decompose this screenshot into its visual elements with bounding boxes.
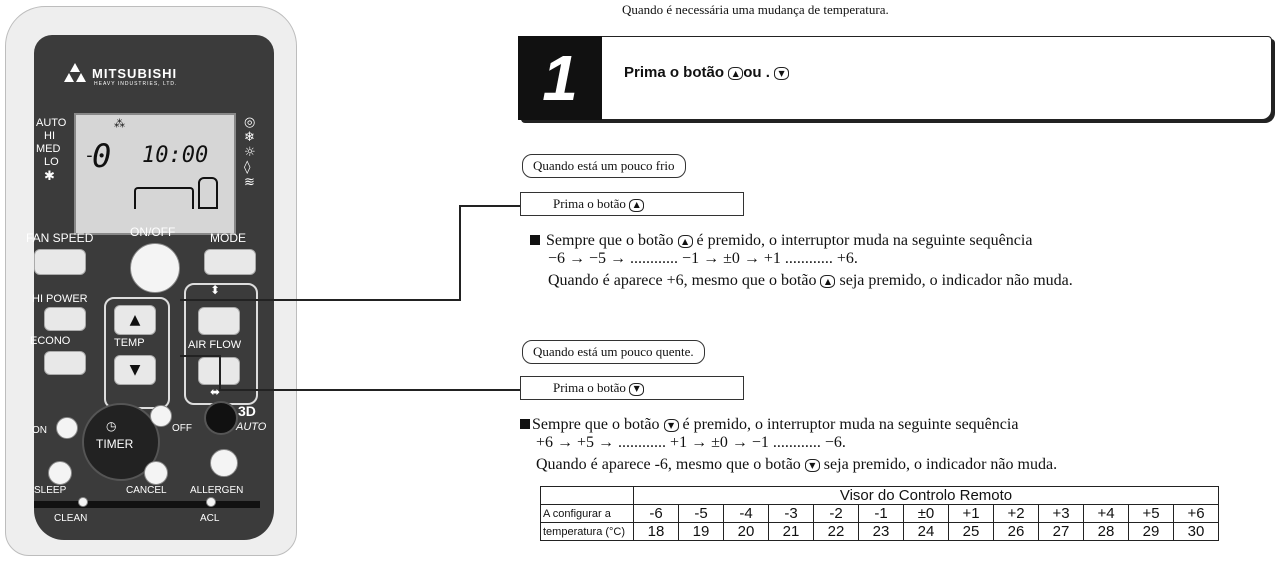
offset-cell: -2 xyxy=(814,505,859,523)
offset-cell: +4 xyxy=(1084,505,1129,523)
offset-cell: -1 xyxy=(859,505,904,523)
temperature-cell: 27 xyxy=(1039,523,1084,541)
3d-label: 3D xyxy=(238,403,256,419)
table-header: Visor do Controlo Remoto xyxy=(634,487,1219,505)
table-row-temperatures xyxy=(541,523,1219,541)
hot-line-3a: Quando é aparece -6, mesmo que o botão xyxy=(536,456,801,473)
callout-line-up xyxy=(180,206,520,300)
fan-level-med: MED xyxy=(36,143,61,155)
fan-level-hi: HI xyxy=(44,130,55,142)
cold-line-3a: Quando é aparece +6, mesmo que o botão xyxy=(548,272,817,289)
cold-line-3 xyxy=(548,272,1073,289)
bullet-icon xyxy=(520,419,530,429)
temp-up-button[interactable]: ▲ xyxy=(114,305,156,335)
temperature-cell: 20 xyxy=(724,523,769,541)
hot-section-title: Quando está um pouco quente. xyxy=(522,340,705,364)
bullet-icon xyxy=(530,235,540,245)
step-instruction xyxy=(624,64,789,81)
timer-label: TIMER xyxy=(96,437,134,451)
hot-press-box xyxy=(520,376,744,400)
hot-line-1a: Sempre que o botão xyxy=(532,416,660,433)
hot-line-1 xyxy=(520,416,1018,433)
sleep-label: SLEEP xyxy=(34,485,67,496)
table-header-row xyxy=(541,487,1219,505)
offset-cell: ±0 xyxy=(904,505,949,523)
hot-line-3b: seja premido, o indicador não muda. xyxy=(823,456,1058,473)
vertical-swing-icon: ⬍ xyxy=(210,283,221,297)
cool-mode-icon: ❄ xyxy=(244,130,255,145)
offset-cell: -5 xyxy=(679,505,724,523)
temperature-table xyxy=(540,486,1219,541)
callout-line-down xyxy=(180,356,520,390)
temperature-cell: 22 xyxy=(814,523,859,541)
row-label-offset: A configurar a xyxy=(541,505,634,523)
hot-press-label: Prima o botão xyxy=(553,380,626,395)
hot-line-2: +6 → +5 → ............ +1 → ±0 → −1 ............ −6. xyxy=(536,434,846,451)
lcd-temperature: 0 xyxy=(92,137,112,175)
mode-label: MODE xyxy=(210,231,246,245)
cold-line-1 xyxy=(530,232,1032,249)
offset-cell: +2 xyxy=(994,505,1039,523)
offset-cell: -6 xyxy=(634,505,679,523)
step-text-a: Prima o botão xyxy=(624,64,725,81)
step-text-c: . xyxy=(765,64,770,81)
temperature-cell: 25 xyxy=(949,523,994,541)
clean-label: CLEAN xyxy=(54,513,88,524)
clock-icon: ◷ xyxy=(106,419,117,433)
air-flow-label: AIR FLOW xyxy=(188,339,242,351)
hot-line-3 xyxy=(536,456,1057,473)
offset-cell: +5 xyxy=(1129,505,1174,523)
temperature-cell: 24 xyxy=(904,523,949,541)
fan-icon: ✱ xyxy=(44,168,55,183)
table-row-offsets xyxy=(541,505,1219,523)
on-off-label: ON/OFF xyxy=(130,225,176,239)
cold-section-title: Quando está um pouco frio xyxy=(522,154,686,178)
page-header: Quando é necessária uma mudança de temperatura. xyxy=(622,2,889,17)
cold-press-box xyxy=(520,192,744,216)
econo-label: ECONO xyxy=(30,335,71,347)
down-button-icon: ▼ xyxy=(664,419,679,432)
temperature-cell: 30 xyxy=(1174,523,1219,541)
lcd-sign: - xyxy=(84,145,95,166)
cold-press-label: Prima o botão xyxy=(553,196,626,211)
offset-cell: -4 xyxy=(724,505,769,523)
table-corner-cell xyxy=(541,487,634,505)
timer-on-label: ON xyxy=(32,425,47,436)
temperature-cell: 23 xyxy=(859,523,904,541)
cold-line-2: −6 → −5 → ............ −1 → ±0 → +1 ............ +6. xyxy=(548,250,858,267)
down-button-icon: ▼ xyxy=(629,383,644,396)
brand-subtitle: HEAVY INDUSTRIES, LTD. xyxy=(94,81,178,87)
brand-name: MITSUBISHI xyxy=(92,65,178,81)
up-button-icon: ▲ xyxy=(678,235,693,248)
lcd-time: 10:00 xyxy=(142,143,209,168)
timer-off-label: OFF xyxy=(172,423,192,434)
temperature-cell: 29 xyxy=(1129,523,1174,541)
offset-cell: +1 xyxy=(949,505,994,523)
offset-cell: +6 xyxy=(1174,505,1219,523)
cold-line-1a: Sempre que o botão xyxy=(546,232,674,249)
temperature-cell: 18 xyxy=(634,523,679,541)
acl-label: ACL xyxy=(200,513,220,524)
down-button-icon: ▼ xyxy=(805,459,820,472)
step-number: 1 xyxy=(518,36,602,120)
auto-label: AUTO xyxy=(236,421,267,433)
dry-mode-icon: ◊ xyxy=(244,160,251,175)
up-button-icon: ▲ xyxy=(728,67,743,80)
fan-mode-icon: ≋ xyxy=(244,175,255,190)
temp-label: TEMP xyxy=(114,337,145,349)
down-button-icon: ▼ xyxy=(774,67,789,80)
temperature-cell: 28 xyxy=(1084,523,1129,541)
temperature-cell: 21 xyxy=(769,523,814,541)
step-text-b: ou xyxy=(743,64,762,81)
cold-line-3b: seja premido, o indicador não muda. xyxy=(839,272,1073,289)
hot-line-1b: é premido, o interruptor muda na seguinte sequência xyxy=(682,416,1019,433)
offset-cell: +3 xyxy=(1039,505,1084,523)
offset-cell: -3 xyxy=(769,505,814,523)
temperature-cell: 26 xyxy=(994,523,1039,541)
cold-line-1b: é premido, o interruptor muda na seguinte sequência xyxy=(696,232,1033,249)
horizontal-swing-icon: ⬌ xyxy=(210,385,221,399)
auto-mode-icon: ◎ xyxy=(244,115,256,130)
cancel-label: CANCEL xyxy=(126,485,167,496)
hi-power-label: HI POWER xyxy=(32,293,88,305)
temperature-cell: 19 xyxy=(679,523,724,541)
up-button-icon: ▲ xyxy=(820,275,835,288)
row-label-temperature: temperatura (°C) xyxy=(541,523,634,541)
heat-mode-icon: ☼ xyxy=(244,145,256,160)
fan-speed-label: FAN SPEED xyxy=(26,231,94,245)
allergen-label: ALLERGEN xyxy=(190,485,244,496)
temp-down-button[interactable]: ▼ xyxy=(114,355,156,385)
fan-level-lo: LO xyxy=(44,156,59,168)
clean-indicator-icon: ⁂ xyxy=(114,117,125,130)
up-button-icon: ▲ xyxy=(629,199,644,212)
fan-level-auto: AUTO xyxy=(36,117,67,129)
